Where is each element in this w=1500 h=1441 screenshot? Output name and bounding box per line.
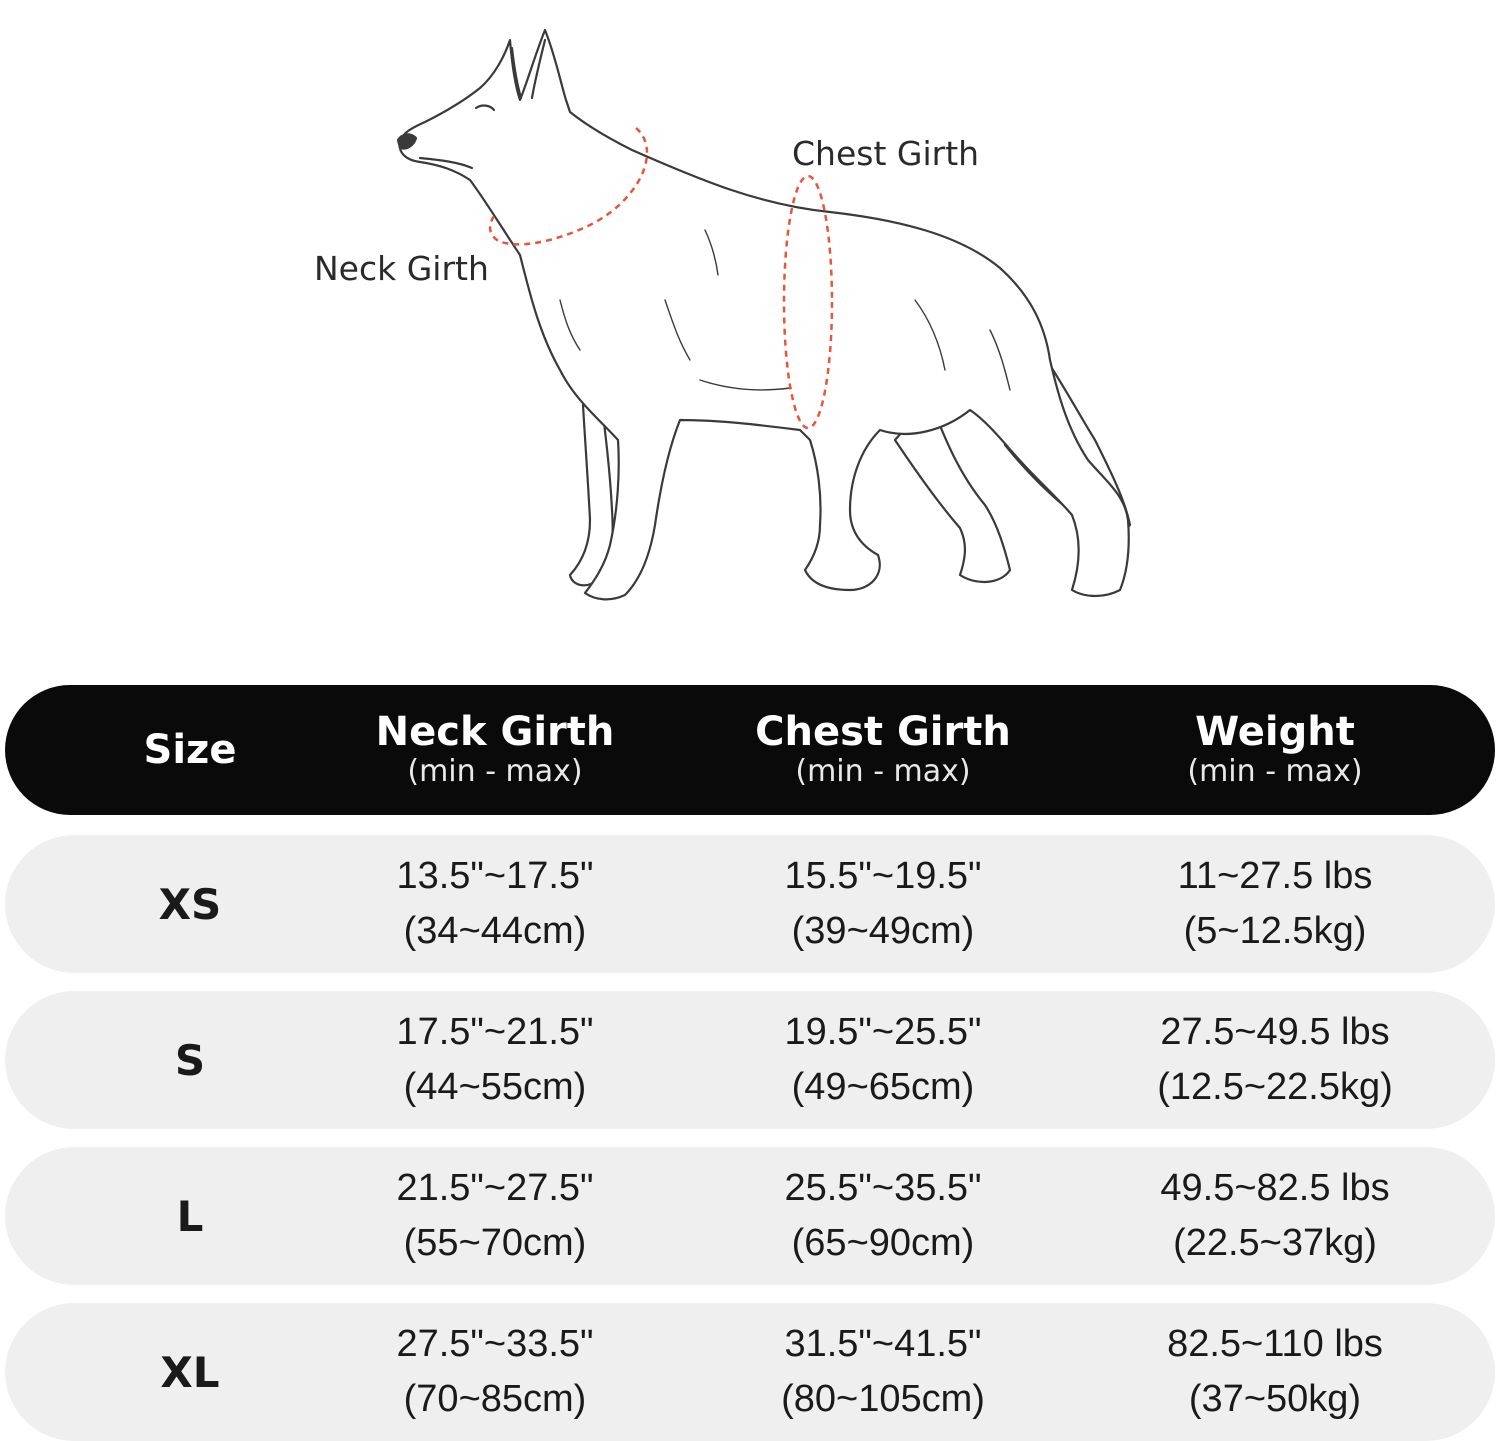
weight-lbs-cell: 27.5~49.5 lbs: [1160, 1011, 1390, 1053]
table-row: [5, 1147, 1495, 1285]
size-cell: XL: [160, 1347, 220, 1397]
chest-cm-cell: (80~105cm): [781, 1378, 985, 1420]
table-row: [5, 835, 1495, 973]
header-size: [90, 685, 290, 815]
header-neck-sub: (min - max): [407, 754, 583, 789]
neck-girth-label: Neck Girth: [314, 249, 489, 288]
weight-kg-cell: (5~12.5kg): [1183, 910, 1367, 952]
chest-inches-cell: 25.5"~35.5": [784, 1167, 982, 1209]
chest-girth-label: Chest Girth: [792, 134, 980, 173]
weight-kg-cell: (12.5~22.5kg): [1157, 1066, 1393, 1108]
chest-cm-cell: (39~49cm): [791, 910, 975, 952]
header-neck-label: Neck Girth: [375, 709, 615, 755]
neck-inches-cell: 21.5"~27.5": [396, 1167, 594, 1209]
header-weight: [1120, 685, 1430, 815]
header-chest-girth: [733, 685, 1033, 815]
weight-kg-cell: (37~50kg): [1188, 1378, 1362, 1420]
size-cell: XS: [158, 879, 222, 929]
size-chart-table: [5, 685, 1495, 1441]
weight-lbs-cell: 82.5~110 lbs: [1167, 1323, 1383, 1365]
table-header: [5, 685, 1495, 815]
chest-cm-cell: (49~65cm): [791, 1066, 975, 1108]
header-chest-label: Chest Girth: [755, 709, 1011, 755]
chest-inches-cell: 19.5"~25.5": [784, 1011, 982, 1053]
dog-measurement-illustration: [0, 0, 1500, 640]
dog-outline-icon: [0, 0, 1500, 640]
chest-inches-cell: 31.5"~41.5": [784, 1323, 982, 1365]
weight-lbs-cell: 49.5~82.5 lbs: [1160, 1167, 1390, 1209]
weight-lbs-cell: 11~27.5 lbs: [1177, 855, 1373, 897]
neck-inches-cell: 17.5"~21.5": [396, 1011, 594, 1053]
neck-cm-cell: (70~85cm): [403, 1378, 587, 1420]
neck-inches-cell: 13.5"~17.5": [396, 855, 594, 897]
table-row: [5, 991, 1495, 1129]
neck-cm-cell: (44~55cm): [403, 1066, 587, 1108]
neck-cm-cell: (34~44cm): [403, 910, 587, 952]
neck-cm-cell: (55~70cm): [403, 1222, 587, 1264]
table-row: [5, 1303, 1495, 1441]
weight-kg-cell: (22.5~37kg): [1173, 1222, 1377, 1264]
size-cell: S: [174, 1035, 206, 1085]
header-size-label: Size: [143, 727, 237, 773]
header-weight-sub: (min - max): [1187, 754, 1363, 789]
neck-inches-cell: 27.5"~33.5": [396, 1323, 594, 1365]
header-chest-sub: (min - max): [795, 754, 971, 789]
chest-cm-cell: (65~90cm): [791, 1222, 975, 1264]
chest-inches-cell: 15.5"~19.5": [784, 855, 982, 897]
header-weight-label: Weight: [1195, 709, 1355, 755]
size-cell: L: [176, 1191, 204, 1241]
header-neck-girth: [345, 685, 645, 815]
